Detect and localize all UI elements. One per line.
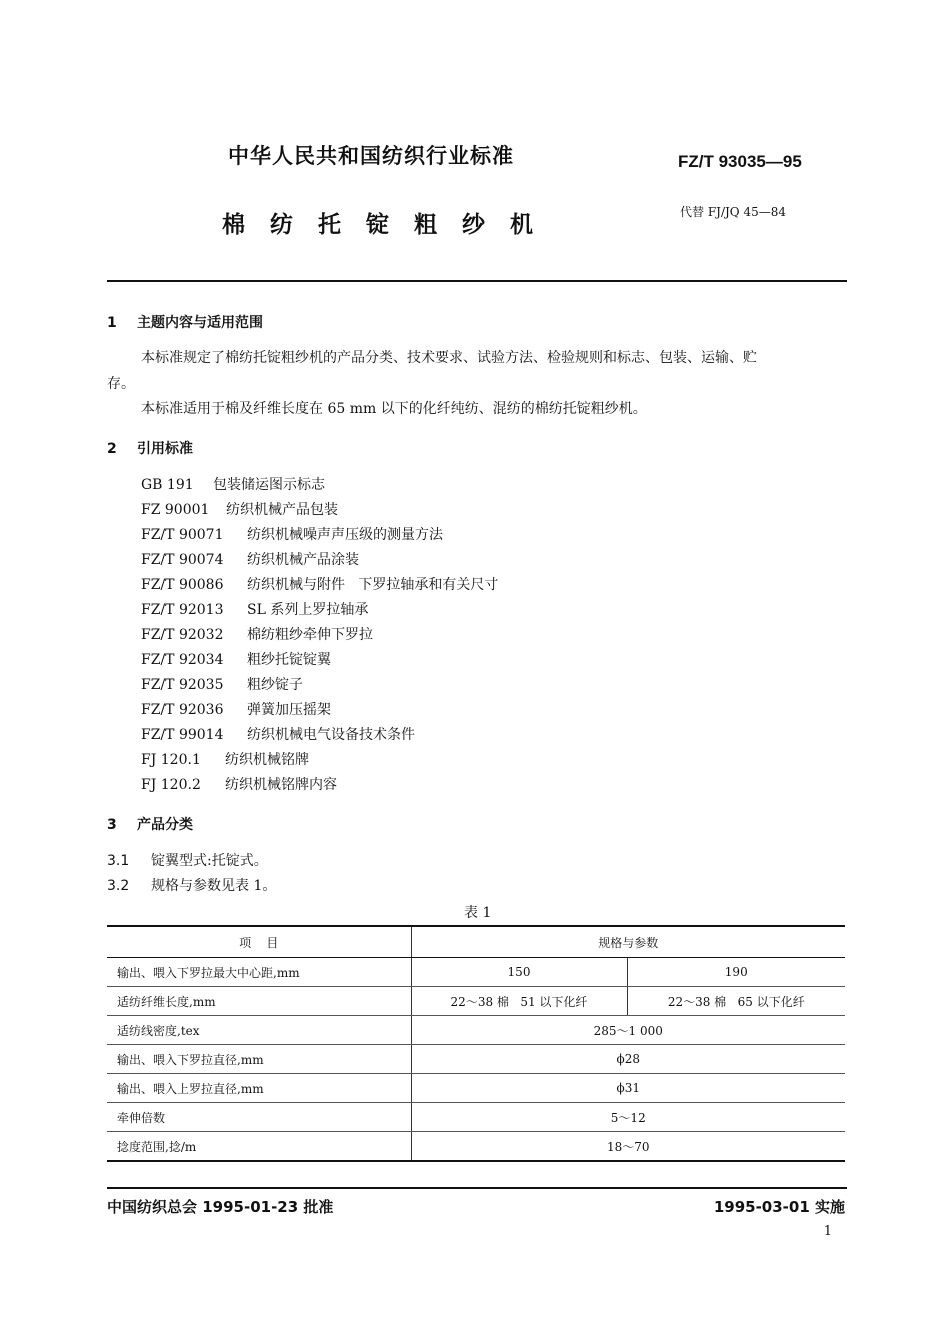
spec-table — [107, 925, 845, 1162]
reference-title: 粗纱锭子 — [247, 677, 303, 693]
reference-code: FZ/T 92013 — [141, 602, 224, 618]
clause-item — [107, 875, 276, 895]
reference-item — [141, 574, 498, 594]
reference-code: FZ/T 92034 — [141, 652, 224, 668]
reference-code: FZ/T 90071 — [141, 527, 224, 543]
section-heading — [107, 438, 193, 458]
standard-code: FZ/T 93035—95 — [678, 152, 802, 171]
table-row — [107, 1132, 845, 1162]
reference-code: FJ 120.2 — [141, 777, 201, 793]
row-label: 捻度范围,捻/m — [107, 1132, 411, 1162]
reference-code: FZ/T 99014 — [141, 727, 224, 743]
reference-code: FZ/T 92036 — [141, 702, 224, 718]
reference-title: 棉纺粗纱牵伸下罗拉 — [247, 627, 373, 643]
section-title: 主题内容与适用范围 — [137, 315, 263, 331]
section-number: 2 — [107, 441, 117, 457]
footer-rule — [107, 1187, 847, 1189]
cell-value: 285～1 000 — [411, 1016, 845, 1045]
section-title: 产品分类 — [137, 817, 193, 833]
reference-title: 粗纱托锭锭翼 — [247, 652, 331, 668]
reference-item — [141, 599, 368, 619]
approval-line: 中国纺织总会 1995-01-23 批准 — [107, 1198, 334, 1216]
reference-code: GB 191 — [141, 477, 194, 493]
reference-code: FZ/T 90074 — [141, 552, 224, 568]
scope-paragraph: 本标准适用于棉及纤维长度在 65 mm 以下的化纤纯纺、混纺的棉纺托锭粗纱机。 — [141, 401, 647, 417]
table-row — [107, 1103, 845, 1132]
table-row — [107, 1016, 845, 1045]
table-row — [107, 987, 845, 1016]
reference-item — [141, 749, 309, 769]
clause-number: 3.1 — [107, 853, 130, 869]
section-heading — [107, 312, 263, 332]
scope-paragraph-line: 存。 — [107, 376, 135, 392]
row-label: 适纺纤维长度,mm — [107, 987, 411, 1016]
reference-item — [141, 774, 337, 794]
reference-code: FJ 120.1 — [141, 752, 201, 768]
reference-item — [141, 674, 303, 694]
cell-value: 18～70 — [411, 1132, 845, 1162]
reference-code: FZ/T 92032 — [141, 627, 224, 643]
page-number: 1 — [823, 1224, 832, 1239]
reference-item — [141, 524, 443, 544]
section-number: 1 — [107, 315, 117, 331]
clause-item — [107, 850, 268, 870]
reference-title: 纺织机械产品包装 — [226, 502, 338, 518]
issuing-body-title: 中华人民共和国纺织行业标准 — [228, 144, 514, 168]
replaces-standard: 代替 FJ/JQ 45—84 — [680, 205, 786, 219]
reference-code: FZ 90001 — [141, 502, 210, 518]
clause-text: 规格与参数见表 1。 — [151, 878, 277, 894]
reference-item — [141, 724, 415, 744]
row-label: 适纺线密度,tex — [107, 1016, 411, 1045]
reference-item — [141, 649, 331, 669]
row-label: 牵伸倍数 — [107, 1103, 411, 1132]
cell-value: ϕ31 — [411, 1074, 845, 1103]
reference-item — [141, 499, 338, 519]
clause-text: 锭翼型式:托锭式。 — [151, 853, 268, 869]
clause-number: 3.2 — [107, 878, 130, 894]
table-row — [107, 958, 845, 987]
reference-item — [141, 624, 373, 644]
section-number: 3 — [107, 817, 117, 833]
reference-title: 纺织机械产品涂装 — [247, 552, 359, 568]
table-row — [107, 1074, 845, 1103]
reference-title: 纺织机械铭牌 — [225, 752, 309, 768]
reference-code: FZ/T 90086 — [141, 577, 224, 593]
cell-value: 22～38 棉 65 以下化纤 — [627, 987, 845, 1016]
reference-title: 纺织机械噪声声压级的测量方法 — [247, 527, 443, 543]
scope-paragraph-line: 本标准规定了棉纺托锭粗纱机的产品分类、技术要求、试验方法、检验规则和标志、包装、运输、贮 — [141, 350, 757, 366]
column-header-spec: 规格与参数 — [411, 926, 845, 958]
cell-value: 22～38 棉 51 以下化纤 — [411, 987, 627, 1016]
section-heading — [107, 814, 193, 834]
reference-code: FZ/T 92035 — [141, 677, 224, 693]
reference-title: SL 系列上罗拉轴承 — [247, 602, 369, 618]
reference-title: 纺织机械与附件 下罗拉轴承和有关尺寸 — [247, 577, 499, 593]
cell-value: ϕ28 — [411, 1045, 845, 1074]
cell-value: 190 — [627, 958, 845, 987]
effective-date-line: 1995-03-01 实施 — [713, 1198, 845, 1216]
reference-item — [141, 474, 325, 494]
row-label: 输出、喂入上罗拉直径,mm — [107, 1074, 411, 1103]
reference-title: 纺织机械铭牌内容 — [225, 777, 337, 793]
cell-value: 150 — [411, 958, 627, 987]
reference-title: 弹簧加压摇架 — [247, 702, 331, 718]
reference-title: 包装储运图示标志 — [213, 477, 325, 493]
reference-item — [141, 549, 359, 569]
reference-title: 纺织机械电气设备技术条件 — [247, 727, 415, 743]
section-title: 引用标准 — [137, 441, 193, 457]
header-rule — [107, 280, 847, 282]
table-row — [107, 1045, 845, 1074]
table-caption: 表 1 — [464, 905, 492, 921]
row-label: 输出、喂入下罗拉直径,mm — [107, 1045, 411, 1074]
cell-value: 5～12 — [411, 1103, 845, 1132]
reference-item — [141, 699, 331, 719]
row-label: 输出、喂入下罗拉最大中心距,mm — [107, 958, 411, 987]
document-title: 棉纺托锭粗纱机 — [222, 212, 558, 238]
column-header-item: 项 目 — [107, 926, 411, 958]
table-header-row — [107, 926, 845, 958]
